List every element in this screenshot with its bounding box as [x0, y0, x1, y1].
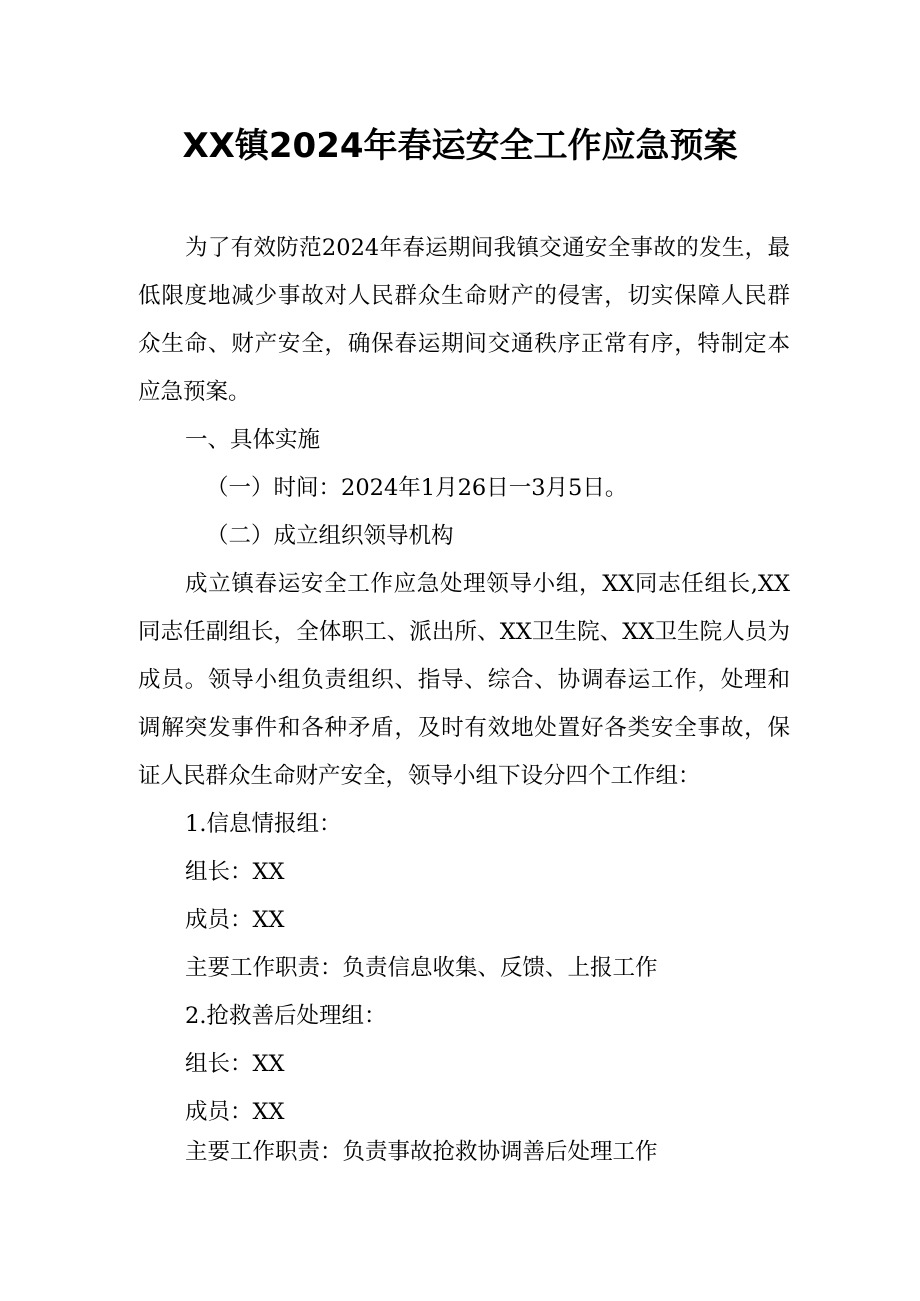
item-time: （一）时间：2024年1月26日一3月5日。 [206, 475, 628, 501]
group-duty: 主要工作职责：负责事故抢救协调善后处理工作 [185, 1139, 658, 1165]
section-heading: 一、具体实施 [185, 427, 321, 453]
intro-paragraph: 为了有效防范2024年春运期间我镇交通安全事故的发生，最低限度地减少事故对人民群众生命财产的侵害，切实保障人民群众生命、财产安全，确保春运期间交通秩序正常有序，特制定本应急预案。 [138, 235, 790, 405]
group-leader: 组长：XX [185, 859, 285, 885]
document-body [138, 224, 790, 1176]
group-duty: 主要工作职责：负责信息收集、反馈、上报工作 [185, 955, 658, 981]
group-leader: 组长：XX [185, 1051, 285, 1077]
group-members: 成员：XX [185, 907, 285, 933]
group-members: 成员：XX [185, 1099, 285, 1125]
group-heading: 2.抢救善后处理组： [185, 1003, 387, 1029]
group-heading: 1.信息情报组： [185, 811, 342, 837]
item-organization: （二）成立组织领导机构 [206, 523, 454, 549]
document-title: XX镇2024年春运安全工作应急预案 [182, 126, 738, 166]
organization-paragraph: 成立镇春运安全工作应急处理领导小组，XX同志任组长,XX同志任副组长，全体职工、派出所、XX卫生院、XX卫生院人员为成员。领导小组负责组织、指导、综合、协调春运工作，处理和调解突发事件和各种矛盾，及时有效地处置好各类安全事故，保证人民群众生命财产安全，领导小组下设分四个工作组： [138, 571, 790, 789]
